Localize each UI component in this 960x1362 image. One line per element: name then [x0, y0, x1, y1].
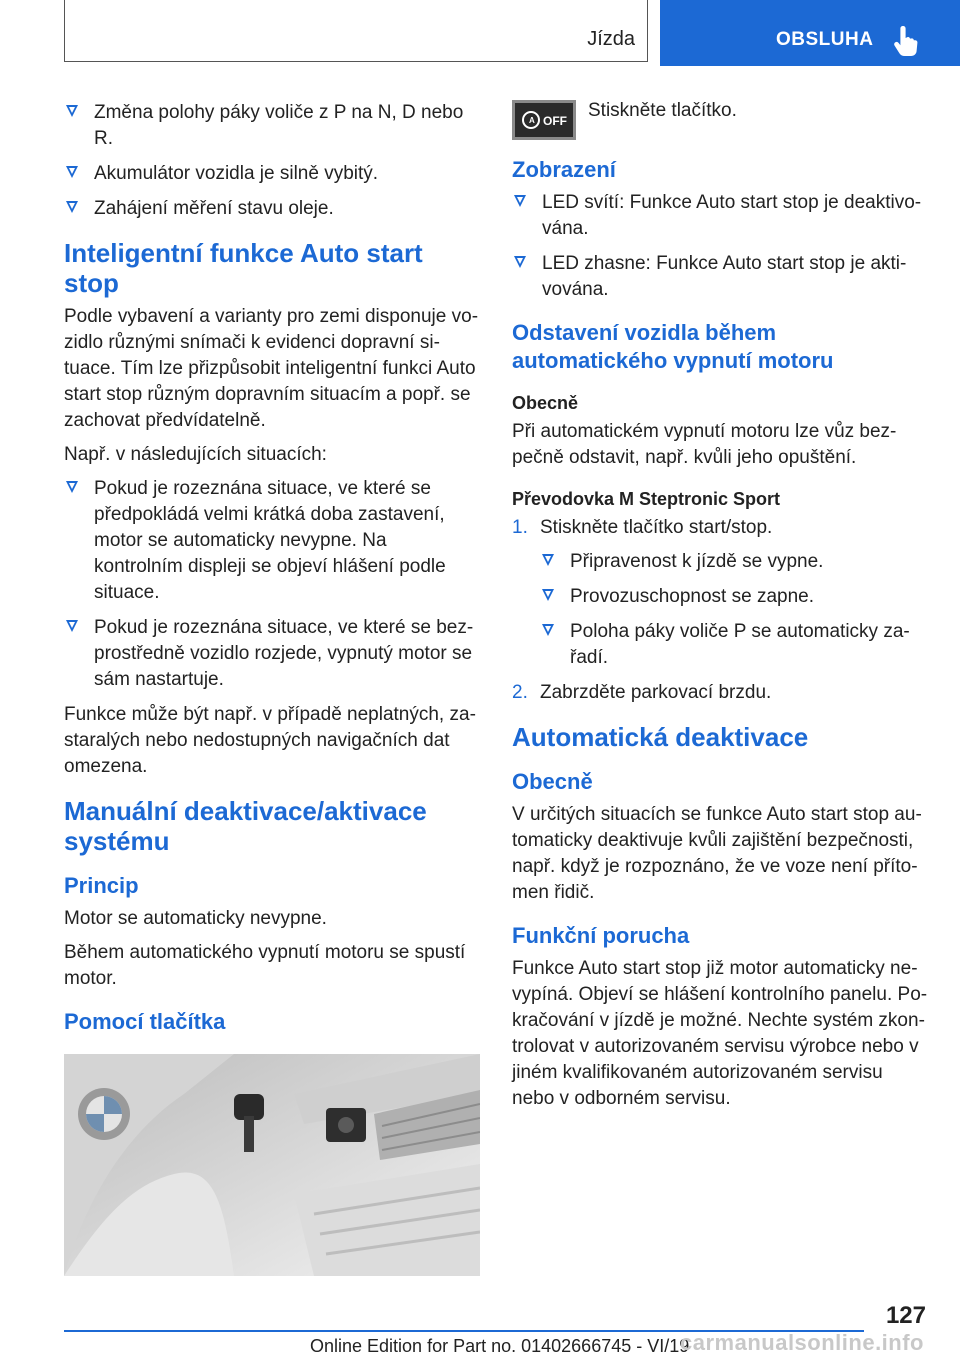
heading-manual-deactivation: Manuální deaktivace/aktivace systému	[64, 796, 427, 856]
condition-bullet-list	[64, 100, 480, 222]
svg-text:OFF: OFF	[543, 114, 567, 128]
list-item	[512, 251, 928, 303]
paragraph-auto-deactivation: V určitých situacích se funkce Auto start stop automaticky deaktivuje kvůli zajištění bezpečnosti, např. když je rozpoznáno, že ve voze není přítomen řidič.	[512, 804, 922, 903]
page-number: 127	[885, 1302, 926, 1329]
list-item	[64, 196, 480, 222]
step-number: 2.	[512, 682, 528, 703]
list-item	[540, 549, 928, 575]
bullet-triangle-icon	[66, 201, 78, 213]
bullet-text: Akumulátor vozidla je silně vybitý.	[94, 163, 379, 184]
step-text: Zabrzděte parkovací brzdu.	[540, 682, 772, 703]
paragraph-parking: Při automatickém vypnutí motoru lze vůz bezpečně odstavit, např. kvůli jeho opuštění.	[512, 421, 897, 468]
list-item	[64, 476, 480, 606]
heading-parking-during-stop: Odstavení vozidla během automatického vypnutí motoru	[512, 320, 834, 373]
bullet-text: Zahájení měření stavu oleje.	[94, 198, 334, 219]
header-section-title: Jízda	[587, 28, 635, 50]
paragraph-press-button: Stiskněte tlačítko.	[588, 100, 737, 121]
dashboard-photo	[64, 1054, 480, 1276]
auto-start-stop-off-button-icon	[512, 100, 576, 140]
paragraph-malfunction: Funkce Auto start stop již motor automaticky nevypíná. Objeví se hlášení kontrolního panelu. Pokračování v jízdě je možné. Nechte systém zkontrolovat v autorizovaném servisu výrobce nebo v jiném kvalifikovaném autorizovaném servisu nebo v odborném servisu.	[512, 958, 928, 1109]
paragraph-principle-2: Během automatického vypnutí motoru se spustí motor.	[64, 942, 466, 989]
bullet-triangle-icon	[542, 554, 554, 566]
list-item	[64, 161, 480, 187]
bullet-triangle-icon	[66, 481, 78, 493]
paragraph-intelligent-description: Podle vybavení a varianty pro zemi disponuje vozidlo různými snímači k evidenci dopravní situace. Tím lze přizpůsobit inteligentní funkci Auto start stop různým dopravním situacím a popř. se zachovat předvídatelně.	[64, 306, 479, 431]
step-item	[512, 680, 928, 706]
step-text: Stiskněte tlačítko start/stop.	[540, 517, 773, 538]
header-section-box	[64, 0, 648, 62]
bullet-text: Připravenost k jízdě se vypne.	[570, 551, 824, 572]
bullet-triangle-icon	[66, 105, 78, 117]
step-number: 1.	[512, 517, 528, 538]
list-item	[512, 190, 928, 242]
bullet-triangle-icon	[514, 195, 526, 207]
svg-text:A: A	[529, 116, 535, 125]
step-item	[512, 515, 928, 671]
bullet-triangle-icon	[66, 620, 78, 632]
bullet-text: Pokud je rozeznána situace, ve které se předpokládá velmi krátká doba zastavení, motor se automaticky nevypne. Na kontrolním displeji se objeví hlášení podle situace.	[94, 478, 446, 603]
heading-automatic-deactivation: Automatická deaktivace	[512, 722, 809, 752]
bullet-text: LED zhasne: Funkce Auto start stop je aktivována.	[542, 253, 907, 300]
bullet-triangle-icon	[514, 256, 526, 268]
hand-pointer-icon	[892, 24, 920, 58]
bullet-text: LED svítí: Funkce Auto start stop je deaktivována.	[542, 192, 922, 239]
list-item	[540, 619, 928, 671]
heading-intelligent-auto-start-stop: Inteligentní funkce Auto start stop	[64, 238, 423, 298]
subheading-steptronic: Převodovka M Steptronic Sport	[512, 489, 781, 509]
step-sub-bullet-list	[540, 549, 928, 671]
situation-bullet-list	[64, 476, 480, 693]
heading-malfunction: Funkční porucha	[512, 923, 690, 948]
heading-principle: Princip	[64, 873, 139, 898]
display-bullet-list	[512, 190, 928, 303]
heading-display: Zobrazení	[512, 157, 616, 182]
list-item	[540, 584, 928, 610]
list-item	[64, 100, 480, 152]
bullet-triangle-icon	[66, 166, 78, 178]
bullet-triangle-icon	[542, 624, 554, 636]
steps-list	[512, 515, 928, 706]
list-item	[64, 615, 480, 693]
button-instruction-row	[512, 100, 928, 140]
paragraph-example-intro: Např. v následujících situacích:	[64, 444, 327, 465]
header-chapter-tab[interactable]	[660, 0, 960, 66]
paragraph-principle-1: Motor se automaticky nevypne.	[64, 908, 327, 929]
bullet-triangle-icon	[542, 589, 554, 601]
heading-general: Obecně	[512, 769, 593, 794]
bullet-text: Pokud je rozeznána situace, ve které se bezprostředně vozidlo rozjede, vypnutý motor se sám nastartuje.	[94, 617, 474, 690]
right-column	[512, 100, 928, 1120]
subheading-general: Obecně	[512, 393, 579, 413]
header-chapter-label: OBSLUHA	[776, 29, 874, 50]
heading-via-button: Pomocí tlačítka	[64, 1009, 226, 1034]
left-column	[64, 100, 480, 1276]
page-header	[0, 0, 960, 66]
bullet-text: Změna polohy páky voliče z P na N, D nebo R.	[94, 102, 464, 149]
bullet-text: Poloha páky voliče P se automaticky zařadí.	[570, 621, 910, 668]
bullet-text: Provozuschopnost se zapne.	[570, 586, 814, 607]
footer-edition-text: Online Edition for Part no. 01402666745 - VI/19	[310, 1336, 690, 1356]
paragraph-limited-function: Funkce může být např. v případě neplatných, zastaralých nebo nedostupných navigačních dat omezena.	[64, 704, 476, 777]
watermark-logo: carmanualsonline.info	[680, 1330, 924, 1355]
